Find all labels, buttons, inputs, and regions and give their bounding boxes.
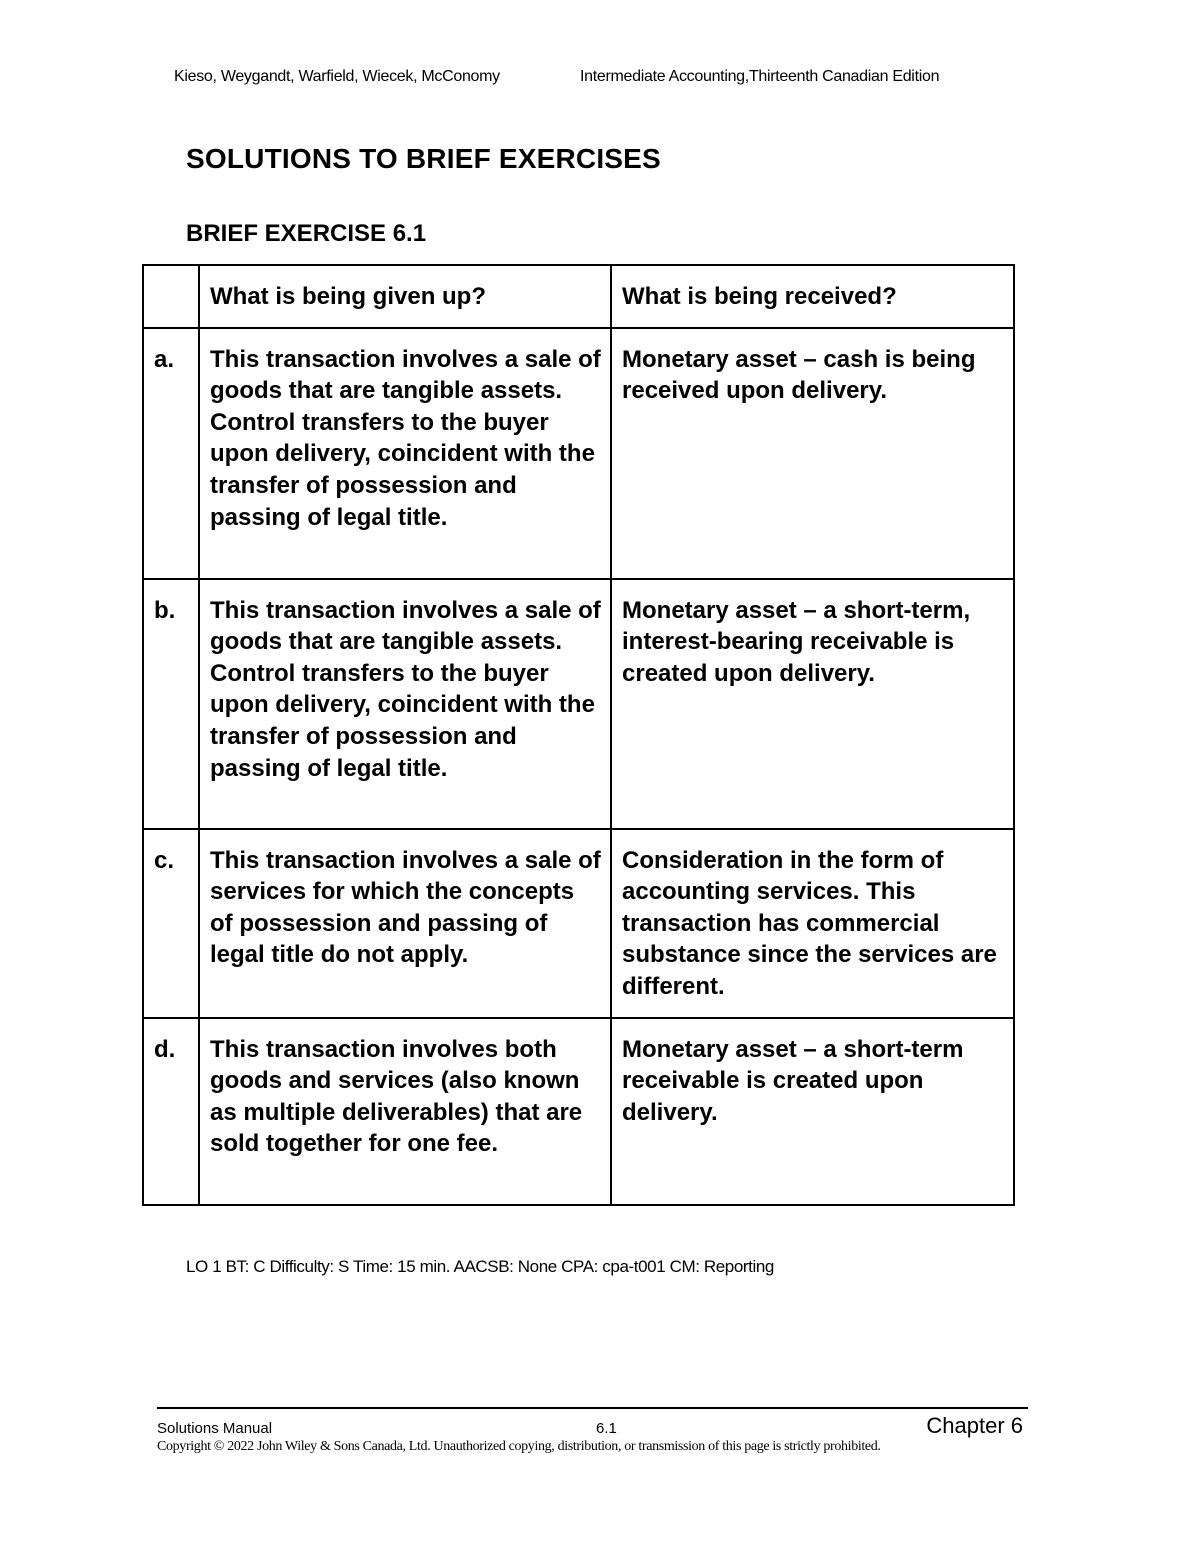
table-row [143, 579, 1014, 829]
row-label: a. [143, 328, 199, 579]
row-given: This transaction involves a sale of goods that are tangible assets. Control transfers to the buyer upon delivery, coincident with the transfer of possession and passing of legal title. [199, 579, 611, 829]
footer-copyright: Copyright © 2022 John Wiley & Sons Canada, Ltd. Unauthorized copying, distribution, or transmission of this page is strictly prohibited. [157, 1439, 881, 1454]
row-label: c. [143, 829, 199, 1018]
footer-divider [157, 1407, 1028, 1409]
page-title: SOLUTIONS TO BRIEF EXERCISES [186, 143, 661, 174]
table-header-label [143, 265, 199, 328]
row-label: d. [143, 1018, 199, 1205]
header-book-title: Intermediate Accounting,Thirteenth Canadian Edition [580, 68, 940, 85]
table-row [143, 1018, 1014, 1205]
row-given: This transaction involves a sale of goods that are tangible assets. Control transfers to the buyer upon delivery, coincident with the transfer of possession and passing of legal title. [199, 328, 611, 579]
footer-page-number: 6.1 [596, 1420, 617, 1437]
row-label: b. [143, 579, 199, 829]
row-received: Monetary asset – a short-term receivable is created upon delivery. [611, 1018, 1014, 1205]
table-row [143, 829, 1014, 1018]
table-row [143, 328, 1014, 579]
header-authors: Kieso, Weygandt, Warfield, Wiecek, McConomy [174, 68, 500, 85]
row-received: Monetary asset – a short-term, interest-bearing receivable is created upon delivery. [611, 579, 1014, 829]
row-received: Consideration in the form of accounting services. This transaction has commercial substance since the services are different. [611, 829, 1014, 1018]
table-header-row [143, 265, 1014, 328]
exercise-table [142, 264, 1015, 1206]
row-received: Monetary asset – cash is being received upon delivery. [611, 328, 1014, 579]
exercise-title: BRIEF EXERCISE 6.1 [186, 220, 427, 247]
row-given: This transaction involves a sale of services for which the concepts of possession and passing of legal title do not apply. [199, 829, 611, 1018]
footer-manual: Solutions Manual [157, 1420, 273, 1437]
table-header-given: What is being given up? [199, 265, 611, 328]
table-header-received: What is being received? [611, 265, 1014, 328]
row-given: This transaction involves both goods and services (also known as multiple deliverables) that are sold together for one fee. [199, 1018, 611, 1205]
learning-objective-line: LO 1 BT: C Difficulty: S Time: 15 min. AACSB: None CPA: cpa-t001 CM: Reporting [186, 1257, 774, 1276]
footer-chapter: Chapter 6 [926, 1413, 1023, 1438]
